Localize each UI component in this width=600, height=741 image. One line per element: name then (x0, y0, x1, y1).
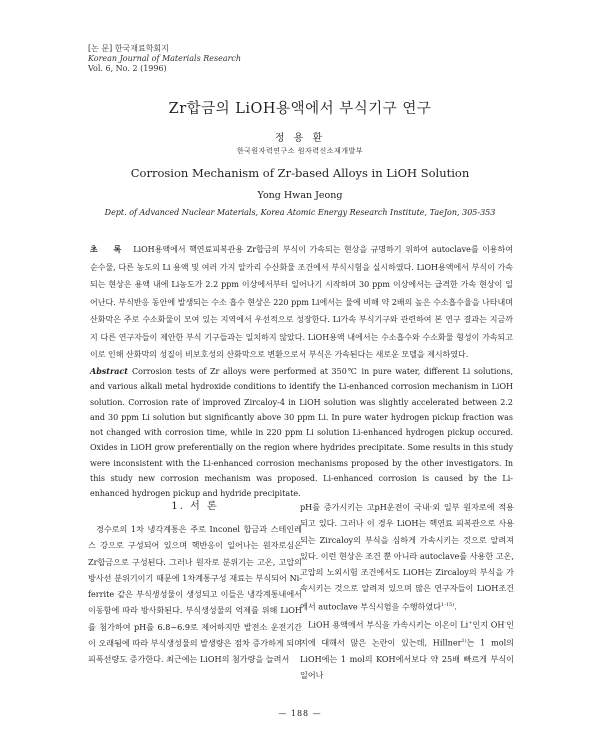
left-column (88, 498, 302, 668)
journal-volume: Vol. 6, No. 2 (1996) (88, 64, 167, 73)
page-number: — 188 — (278, 709, 322, 718)
intro-paragraph-right-2 (300, 615, 514, 684)
intro-text-right-3: 인지 OH (472, 619, 505, 630)
journal-name-ko: [논 문] 한국재료학회지 (88, 44, 169, 53)
affiliation-korean: 한국원자력연구소 원자력신소재개발부 (236, 147, 364, 155)
affiliation-english: Dept. of Advanced Nuclear Materials, Korea Atomic Energy Research Institute, TaeJon, 305-353 (104, 208, 496, 217)
title-korean: Zr합금의 LiOH용액에서 부식기구 연구 (168, 101, 432, 117)
intro-text-right-5: 는 1 mol의 LiOH에는 1 mol의 KOH에서보다 약 25배 빠르게 부식이 일어나 (300, 637, 514, 681)
abstract-english-text: Corrosion tests of Zr alloys were performed at 350℃ in pure water, different Li solutions, and various alkali metal hydroxide conditions to identify the Li-enhanced corrosion mechanism in LiOH solution. Corrosion rate of improved Zircaloy-4 in LiOH solution was slightly accelerated between 2.2 and 30 ppm Li solution but significantly above 30 ppm Li. In pure water hydrogen pickup fraction was not changed with corrosion time, while in 220 ppm Li solution Li-enhanced hydrogen pickup occured. Oxides in LiOH grow preferentially on the region where hydrides precipitate. Some results in this study were inconsistent with the Li-enhanced corrosion mechanisms proposed by the other investigators. In this study new corrosion mechanism was proposed. Li-enhanced corrosion is caused by the Li-enhanced hydrogen pickup and hydride precipitate. (90, 367, 513, 499)
abstract-english (90, 364, 513, 502)
journal-header (88, 44, 241, 74)
abstract-korean (90, 241, 513, 364)
superscript-plus: + (468, 619, 473, 626)
journal-name-en: Korean Journal of Materials Research (88, 54, 242, 63)
intro-text-right-4: 인지에 대해서 많은 논란이 있는데, Hillner (300, 619, 515, 648)
intro-paragraph-left: 경수로의 1차 냉각계통은 주로 Inconel 합금과 스테인레스 강으로 구성되어 있으며 핵반응이 일어나는 원자로심은 Zr합금으로 구성된다. 그러나 원자로 분위기는 고온, 고압의 방사선 분위기이기 때문에 1차계통구성 재료는 부식되어 Ni-ferrite 같은 부식생성물이 생성되고 이들은 냉각계통내에서 이동함에 따라 방사화된다. 부식생성물의 억제를 위해 LiOH를 첨가하여 pH를 6.8~6.9로 제어하지만 발전소 운전기간이 오래됨에 따라 부식생성물의 발생량은 점차 증가하게 되며 피폭선량도 증가한다. 최근에는 LiOH의 첨가량을 늘려서 (88, 524, 302, 665)
title-english: Corrosion Mechanism of Zr-based Alloys in LiOH Solution (130, 166, 470, 180)
intro-paragraph-right-1: pH를 증가시키는 고pH운전이 국내·외 일부 원자로에 적용되고 있다. 그러나 이 경우 LiOH는 핵연료 피복관으로 사용되는 Zircaloy의 부식을 심하게 가속시키는 것으로 알려져 있다. 이런 현상은 조건 뿐 아니라 autoclave를 사용한 고온, 고압의 노외시험 조건에서도 LiOH는 Zircaloy의 부식을 가속시키는 것으로 알려져 있으며 많은 연구자들이 LiOH조건에서 autoclave 부식시험을 수행하였다$^{1-15)}$. (300, 502, 514, 612)
intro-text-right-2: LiOH 용액에서 부식을 가속시키는 이온이 Li (308, 619, 469, 630)
author-english: Yong Hwan Jeong (257, 190, 343, 201)
abstract-english-label: Abstract (90, 366, 128, 376)
reference-marker-2: 1) (461, 637, 467, 644)
author-korean: 정 용 환 (274, 133, 326, 144)
section-heading-introduction: 1. 서 론 (171, 501, 219, 512)
abstract-korean-label: 초 록 (90, 244, 128, 254)
intro-text-right-1: pH를 증가시키는 고pH운전이 국내·외 일부 원자로에 적용되고 있다. 그러나 이 경우 LiOH는 핵연료 피복관으로 사용되는 Zircaloy의 부식을 심하게 가속시키는 것으로 알려져 있다. 이런 현상은 조건 뿐 아니라 autoclave를 사용한 고온, 고압의 노외시험 조건에서도 LiOH는 Zircaloy의 부식을 가속시키는 것으로 알려져 있으며 많은 연구자들이 LiOH조건에서 autoclave 부식시험을 수행하였다 (300, 502, 514, 612)
reference-marker: 1-15) (441, 601, 455, 608)
right-column (300, 499, 514, 683)
superscript-minus: - (504, 619, 507, 626)
abstract-korean-text: LiOH용액에서 핵연료피복관용 Zr합금의 부식이 가속되는 현상을 규명하기 위하여 autoclave를 이용하여 순수물, 다른 농도의 Li 용액 및 여러 가지 알카리 수산화물 조건에서 부식시험을 실시하였다. LiOH용액에서 부식이 가속되는 현상은 용액 내에 Li농도가 2.2 ppm 이상에서부터 일어나기 시작하며 30 ppm 이상에서는 급격한 가속 현상이 일어난다. 부식반응 동안에 발생되는 수소 흡수 현상은 220 ppm Li에서는 물에 비해 약 2배의 높은 수소흡수율을 나타내며 산화막은 주로 수소화물이 모여 있는 지역에서 우선적으로 성장한다. Li가속 부식기구와 관련하여 본 연구 결과는 지금까지 다른 연구자들이 제안한 부식 기구들과는 일치하지 않았다. LiOH용액 내에서는 수소흡수와 수소화물 형성이 가속되고 이로 인해 산화막의 성질이 비보호성의 산화막으로 변환으로서 부식은 가속된다는 새로운 모델을 제시하였다. (90, 245, 513, 359)
